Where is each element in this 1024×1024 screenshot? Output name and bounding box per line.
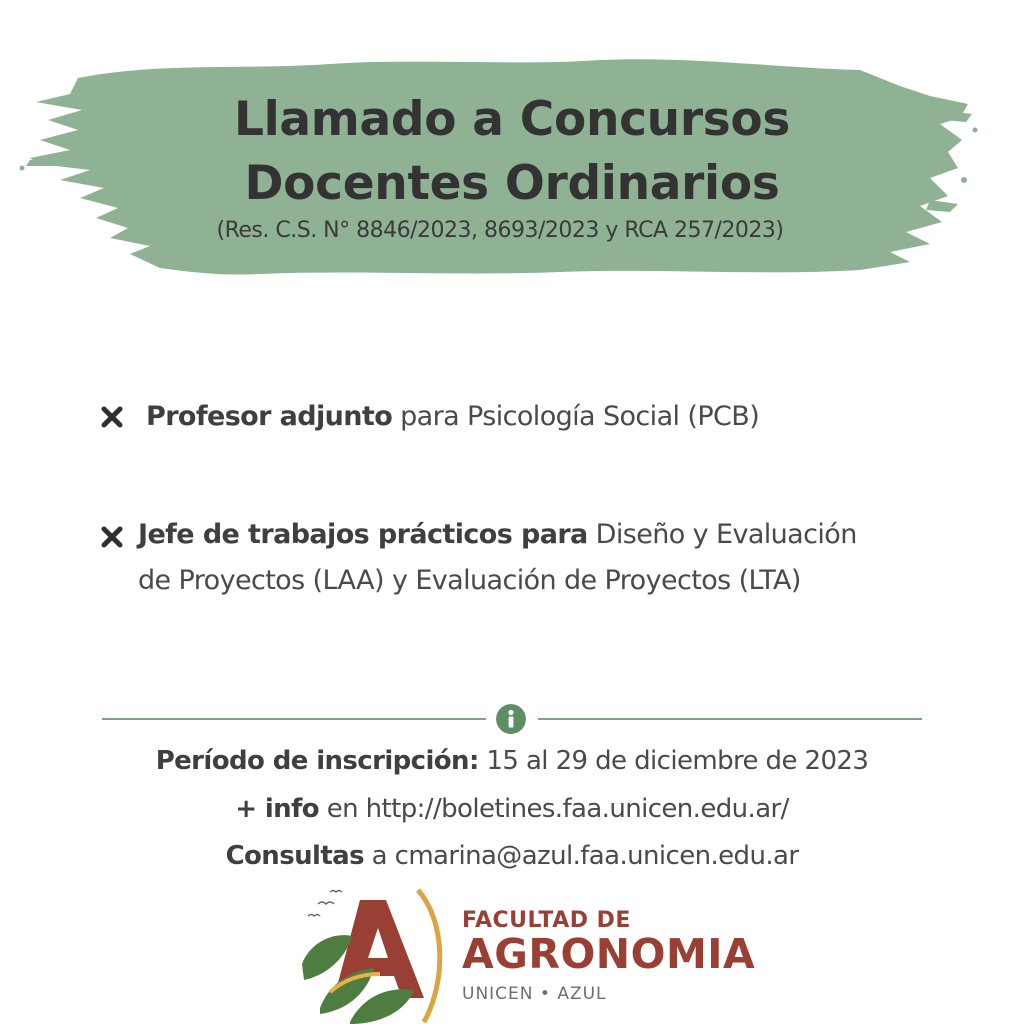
- info-label: + info: [235, 794, 320, 824]
- contact: [0, 843, 1024, 869]
- position-item-1: [146, 394, 906, 440]
- contact-label: Consultas: [225, 841, 364, 871]
- position-item-2: [138, 512, 968, 604]
- cross-bullet-icon: [100, 405, 124, 429]
- contact-email[interactable]: a cmarina@azul.faa.unicen.edu.ar: [363, 841, 799, 871]
- position-1-title: Profesor adjunto: [146, 401, 393, 432]
- info-link[interactable]: en http://boletines.faa.unicen.edu.ar/: [319, 794, 789, 824]
- page-title-line1: Llamado a Concursos: [233, 92, 791, 147]
- registration-period: [0, 748, 1024, 774]
- logo-text-unicen: UNICEN • AZUL: [462, 984, 607, 1004]
- logo-text-faculty: FACULTAD DE: [462, 908, 631, 933]
- position-2-text-line1: Diseño y Evaluación: [587, 519, 857, 550]
- period-value: 15 al 29 de diciembre de 2023: [478, 746, 869, 776]
- position-2-title: Jefe de trabajos prácticos para: [138, 519, 588, 550]
- period-label: Período de inscripción:: [155, 746, 479, 776]
- logo-text-agronomia: AGRONOMIA: [462, 930, 756, 978]
- position-2-text-line2: de Proyectos (LAA) y Evaluación de Proyectos (LTA): [138, 565, 801, 596]
- cross-bullet-icon: [100, 525, 124, 549]
- resolution-subtitle: (Res. C.S. N° 8846/2023, 8693/2023 y RCA 257/2023): [216, 218, 784, 243]
- divider-right: [538, 718, 922, 720]
- position-1-text: para Psicología Social (PCB): [392, 401, 760, 432]
- faculty-logo: [290, 882, 450, 1024]
- brush-stroke-background: [0, 0, 1024, 300]
- more-info: [0, 796, 1024, 822]
- page-title-line2: Docentes Ordinarios: [244, 156, 780, 211]
- divider-left: [102, 718, 486, 720]
- info-icon: [496, 704, 526, 734]
